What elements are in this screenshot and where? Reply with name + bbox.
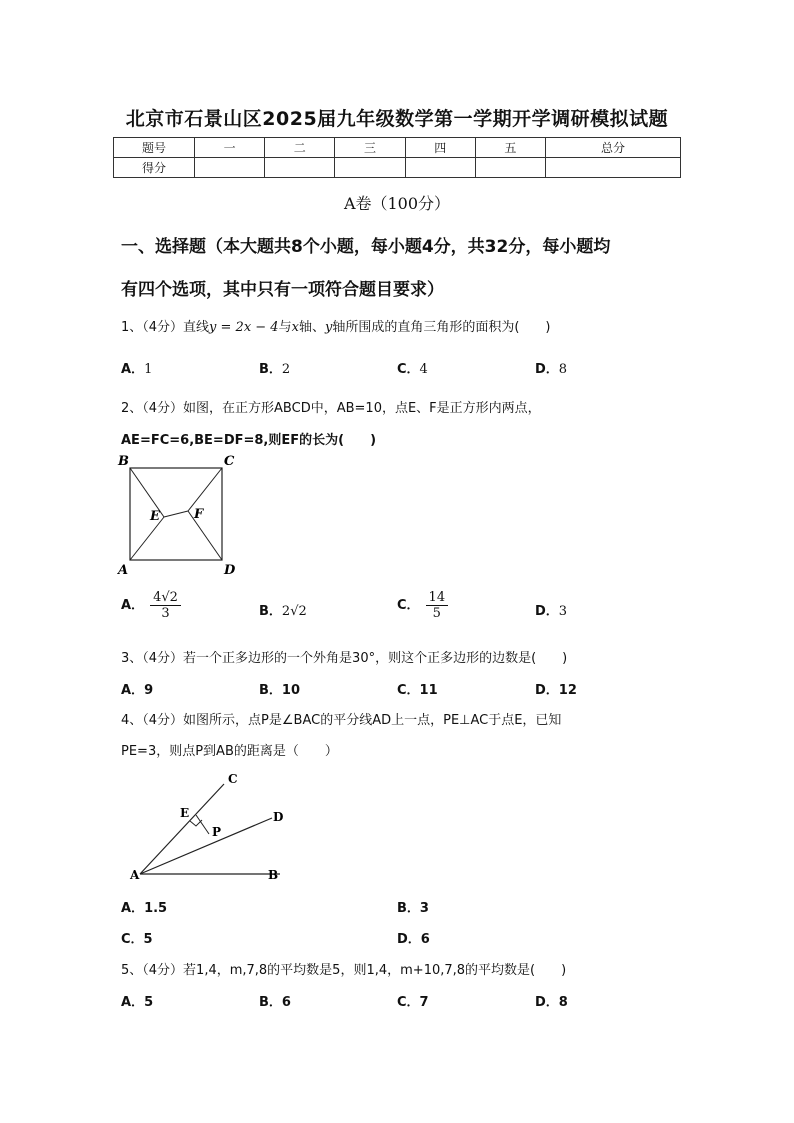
q3-option-c[interactable]: C．11 xyxy=(397,683,438,698)
q2-option-c[interactable]: C． $\frac{14}{5}$ xyxy=(397,590,448,621)
q4-option-a[interactable]: A．1.5 xyxy=(121,901,168,916)
question-2-line1: 2、（4分）如图，在正方形ABCD中，AB=10，点E、F是正方形内两点， xyxy=(121,401,541,416)
label-d: D xyxy=(273,810,284,824)
volume-heading: A卷（100分） xyxy=(343,194,451,213)
q2-option-a[interactable]: A． $\frac{4√2}{3}$ xyxy=(121,590,181,621)
label-e: E xyxy=(180,806,190,820)
angle-bisector-figure xyxy=(116,770,296,884)
q1-option-b[interactable]: B．2 xyxy=(259,362,291,377)
label-d: D xyxy=(224,563,236,578)
q1-option-d[interactable]: D．8 xyxy=(535,362,568,377)
question-4-line2: PE=3，则点P到AB的距离是（ ） xyxy=(121,744,338,759)
question-1-suffix: 轴所围成的直角三角形的面积为( ) xyxy=(332,320,551,335)
label-b: B xyxy=(268,868,279,882)
question-3: 3、（4分）若一个正多边形的一个外角是30°，则这个正多边形的边数是( ) xyxy=(121,651,568,666)
score-cell[interactable] xyxy=(335,158,405,178)
label-f: F xyxy=(194,507,204,522)
score-cell[interactable] xyxy=(405,158,475,178)
q4-option-c[interactable]: C．5 xyxy=(121,932,153,947)
q5-option-d[interactable]: D．8 xyxy=(535,995,568,1010)
question-1-var-x: x xyxy=(291,320,299,335)
score-table-header-cell: 二 xyxy=(265,138,335,158)
question-1-mid1: 与 xyxy=(278,320,292,335)
score-table-header-cell: 四 xyxy=(405,138,475,158)
segment-cf xyxy=(188,468,222,511)
score-table xyxy=(113,137,681,178)
q2-option-b[interactable]: B．2√2 xyxy=(259,604,307,619)
q1-option-a[interactable]: A．1 xyxy=(121,362,153,377)
ray-ad xyxy=(140,818,272,874)
question-1-expression: y = 2x − 4 xyxy=(209,320,279,335)
score-row-label: 得分 xyxy=(114,158,195,178)
q3-option-a[interactable]: A．9 xyxy=(121,683,154,698)
question-1-mid2: 轴、 xyxy=(298,320,325,335)
question-4-line1: 4、（4分）如图所示，点P是∠BAC的平分线AD上一点，PE⊥AC于点E，已知 xyxy=(121,713,562,728)
square-abcd-figure xyxy=(116,450,240,578)
question-1 xyxy=(121,316,550,335)
score-table-score-row xyxy=(114,158,681,178)
score-cell[interactable] xyxy=(546,158,681,178)
question-1-var-y: y xyxy=(324,320,333,335)
label-p: P xyxy=(212,825,222,839)
q5-option-b[interactable]: B．6 xyxy=(259,995,291,1010)
score-table-header-row xyxy=(114,138,681,158)
q5-option-a[interactable]: A．5 xyxy=(121,995,154,1010)
score-cell[interactable] xyxy=(265,158,335,178)
score-table-header-cell: 题号 xyxy=(114,138,195,158)
q5-option-c[interactable]: C．7 xyxy=(397,995,429,1010)
q3-option-b[interactable]: B．10 xyxy=(259,683,301,698)
q1-option-c[interactable]: C．4 xyxy=(397,362,428,377)
label-e: E xyxy=(150,509,160,524)
section-heading-line2: 有四个选项，其中只有一项符合题目要求） xyxy=(121,280,444,300)
question-1-prefix: 1、（4分）直线 xyxy=(121,320,210,335)
score-cell[interactable] xyxy=(475,158,545,178)
score-table-header-cell: 总分 xyxy=(546,138,681,158)
label-c: C xyxy=(224,454,235,469)
label-c: C xyxy=(228,772,238,786)
label-a: A xyxy=(130,868,140,882)
q2-option-d[interactable]: D．3 xyxy=(535,604,568,619)
segment-ef xyxy=(164,511,188,517)
question-2-line2: AE=FC=6,BE=DF=8,则EF的长为( ) xyxy=(121,433,377,448)
question-5: 5、（4分）若1,4，m,7,8的平均数是5，则1,4，m+10,7,8的平均数是( ) xyxy=(121,963,567,978)
score-table-header-cell: 五 xyxy=(475,138,545,158)
q4-option-d[interactable]: D．6 xyxy=(397,932,430,947)
label-a: A xyxy=(118,563,129,578)
q3-option-d[interactable]: D．12 xyxy=(535,683,577,698)
section-heading-line1: 一、选择题（本大题共8个小题，每小题4分，共32分，每小题均 xyxy=(121,237,611,257)
score-table-header-cell: 三 xyxy=(335,138,405,158)
score-table-header-cell: 一 xyxy=(195,138,265,158)
q4-option-b[interactable]: B．3 xyxy=(397,901,429,916)
score-cell[interactable] xyxy=(195,158,265,178)
label-b: B xyxy=(118,454,129,469)
page-title: 北京市石景山区2025届九年级数学第一学期开学调研模拟试题 xyxy=(125,108,669,130)
